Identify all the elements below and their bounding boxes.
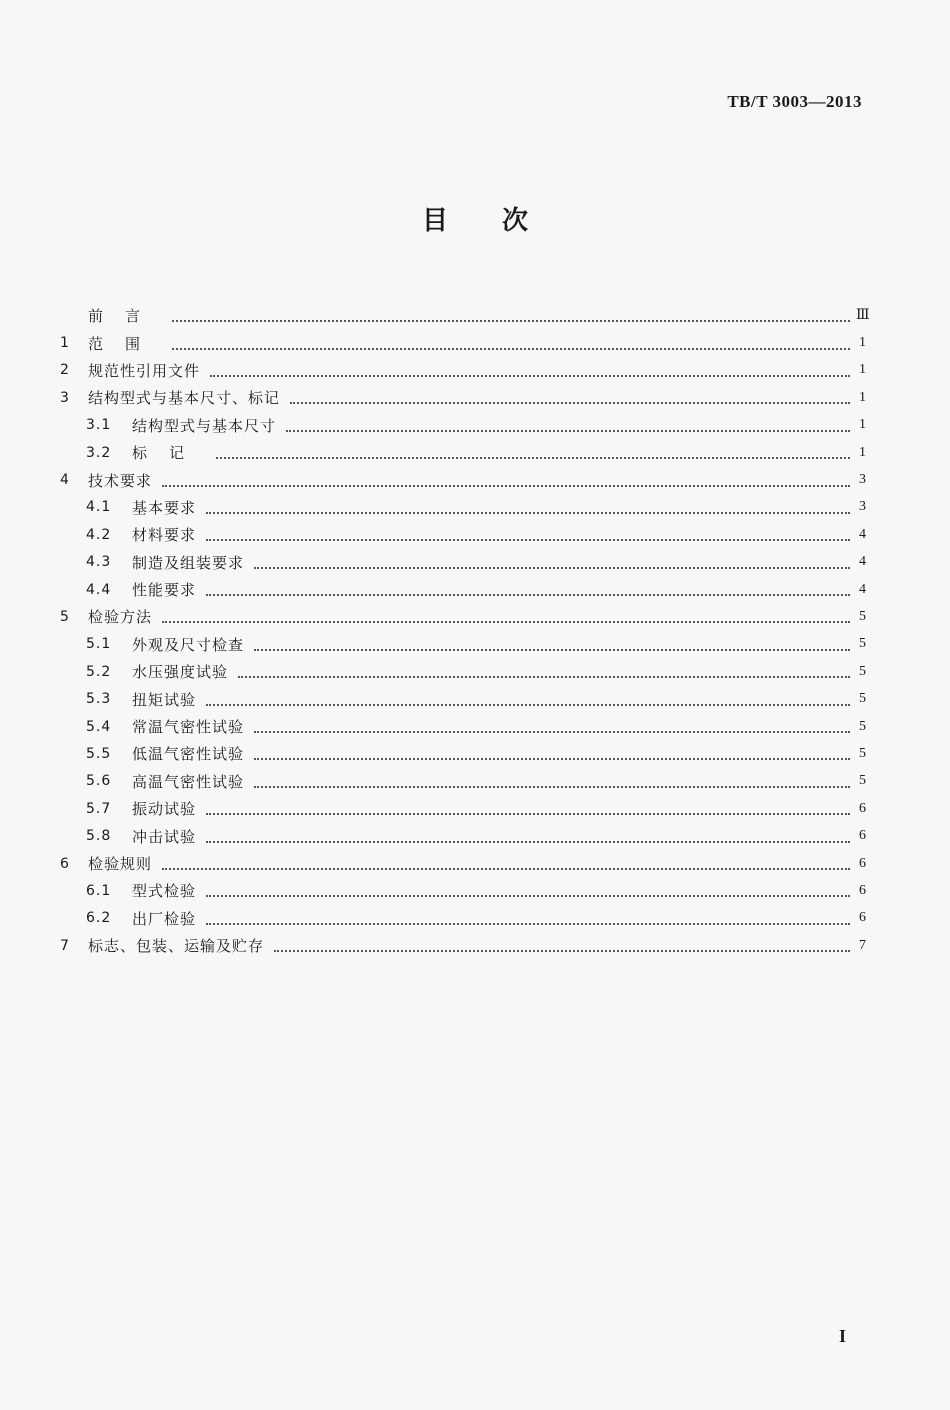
toc-entry[interactable] [60,850,866,877]
dot-leader [206,922,850,925]
toc-entry-label: 水压强度试验 [132,663,229,682]
toc-entry-number: 4.2 [86,526,112,543]
dot-leader [206,511,850,514]
toc-entry-number: 7 [60,937,69,954]
toc-entry[interactable] [60,713,866,740]
toc-entry-label: 低温气密性试验 [132,745,245,764]
toc-entry-label: 制造及组装要求 [132,553,245,572]
toc-entry-number: 3.2 [86,444,112,461]
toc-entry-number: 3.1 [86,417,112,434]
toc-entry-page: 5 [859,608,866,624]
toc-entry-page: 4 [859,581,866,597]
toc-entry-page: 5 [859,691,866,707]
toc-entry[interactable] [60,439,866,466]
dot-leader [286,429,850,432]
title-part-2: 次 [502,206,529,236]
toc-entry-number: 6 [60,855,69,872]
toc-entry[interactable] [60,576,866,603]
toc-entry-number: 6.1 [86,882,112,899]
toc-entry-label: 高温气密性试验 [132,772,245,791]
dot-leader [254,566,850,569]
toc-entry-number: 5.3 [86,691,112,708]
toc-entry-label: 范围 [88,334,163,353]
toc-entry-label: 结构型式与基本尺寸 [132,416,277,435]
toc-entry-label: 性能要求 [132,581,197,600]
table-of-contents [60,302,870,959]
dot-leader [172,347,850,350]
toc-entry-label: 技术要求 [88,471,153,490]
toc-entry-page: 6 [859,882,866,898]
toc-entry-page: 7 [859,937,866,953]
toc-entry-number: 3 [60,389,69,406]
dot-leader [206,703,850,706]
toc-entry-number: 2 [60,362,69,379]
toc-entry[interactable] [60,302,870,329]
dot-leader [254,730,850,733]
toc-entry[interactable] [60,905,866,932]
dot-leader [254,757,850,760]
toc-entry-label: 外观及尺寸检查 [132,635,245,654]
toc-entry-number: 4.3 [86,554,112,571]
toc-entry[interactable] [60,768,866,795]
standard-number: TB/T 3003—2013 [727,92,862,111]
toc-entry-page: 5 [859,663,866,679]
dot-leader [206,538,850,541]
dot-leader [162,620,850,623]
toc-entry[interactable] [60,932,866,959]
toc-entry-number: 4.4 [86,581,112,598]
dot-leader [206,840,850,843]
toc-entry-label: 检验方法 [88,608,153,627]
toc-entry-page: 3 [859,472,866,488]
toc-entry-number: 5.2 [86,663,112,680]
toc-entry-number: 5.8 [86,828,112,845]
toc-entry-page: 6 [859,800,866,816]
page-title [0,200,950,237]
toc-entry-label: 冲击试验 [132,827,197,846]
page-number: I [838,1326,846,1346]
dot-leader [274,949,850,952]
toc-entry-label: 出厂检验 [132,909,197,928]
dot-leader [172,319,850,322]
toc-entry[interactable] [60,494,866,521]
toc-entry-label: 结构型式与基本尺寸、标记 [88,389,281,408]
toc-entry-page: 1 [859,417,866,433]
dot-leader [206,894,850,897]
dot-leader [162,484,850,487]
toc-entry-page: Ⅲ [856,308,870,324]
toc-entry-label: 规范性引用文件 [88,361,201,380]
toc-entry-page: 1 [859,362,866,378]
toc-entry-number: 1 [60,335,69,352]
dot-leader [210,374,850,377]
toc-entry-page: 3 [859,499,866,515]
toc-entry[interactable] [60,685,866,712]
toc-entry-label: 扭矩试验 [132,690,197,709]
dot-leader [254,785,850,788]
toc-entry[interactable] [60,384,866,411]
dot-leader [162,867,850,870]
toc-entry[interactable] [60,603,866,630]
toc-entry-label: 振动试验 [132,800,197,819]
dot-leader [290,401,850,404]
toc-entry[interactable] [60,877,866,904]
toc-entry-page: 4 [859,554,866,570]
dot-leader [206,812,850,815]
toc-entry[interactable] [60,412,866,439]
toc-entry-label: 材料要求 [132,526,197,545]
toc-entry-page: 1 [859,335,866,351]
toc-entry[interactable] [60,466,866,493]
dot-leader [206,593,850,596]
toc-entry-number: 5.5 [86,745,112,762]
toc-entry-page: 6 [859,828,866,844]
dot-leader [216,456,850,459]
toc-entry-label: 检验规则 [88,855,153,873]
toc-entry-number: 5.4 [86,718,112,735]
toc-entry[interactable] [60,740,866,767]
toc-entry-page: 5 [859,745,866,761]
dot-leader [254,648,850,651]
toc-entry-page: 5 [859,773,866,789]
toc-entry-label: 前言 [88,307,163,326]
toc-entry-page: 1 [859,444,866,460]
toc-entry-page: 6 [859,910,866,926]
toc-entry-page: 5 [859,636,866,652]
toc-entry[interactable] [60,658,866,685]
toc-entry-number: 5.6 [86,773,112,790]
toc-entry-label: 基本要求 [132,498,197,517]
toc-entry-number: 5.1 [86,636,112,653]
toc-entry-page: 4 [859,526,866,542]
toc-entry-page: 6 [859,855,866,871]
dot-leader [238,675,850,678]
toc-entry[interactable] [60,822,866,849]
toc-entry-number: 5 [60,608,69,625]
toc-entry[interactable] [60,521,866,548]
toc-entry[interactable] [60,795,866,822]
toc-entry[interactable] [60,631,866,658]
toc-entry-page: 5 [859,718,866,734]
toc-entry-number: 5.7 [86,800,112,817]
toc-entry-label: 标记 [132,444,207,463]
toc-entry-page: 1 [859,389,866,405]
toc-entry-label: 型式检验 [132,882,197,901]
toc-entry-number: 4.1 [86,499,112,516]
title-part-1: 目 [421,206,448,236]
toc-entry[interactable] [60,357,866,384]
toc-entry-label: 常温气密性试验 [132,718,245,737]
toc-entry-number: 6.2 [86,910,112,927]
toc-entry[interactable] [60,329,866,356]
toc-entry[interactable] [60,549,866,576]
toc-entry-number: 4 [60,472,69,489]
toc-entry-label: 标志、包装、运输及贮存 [88,937,265,956]
